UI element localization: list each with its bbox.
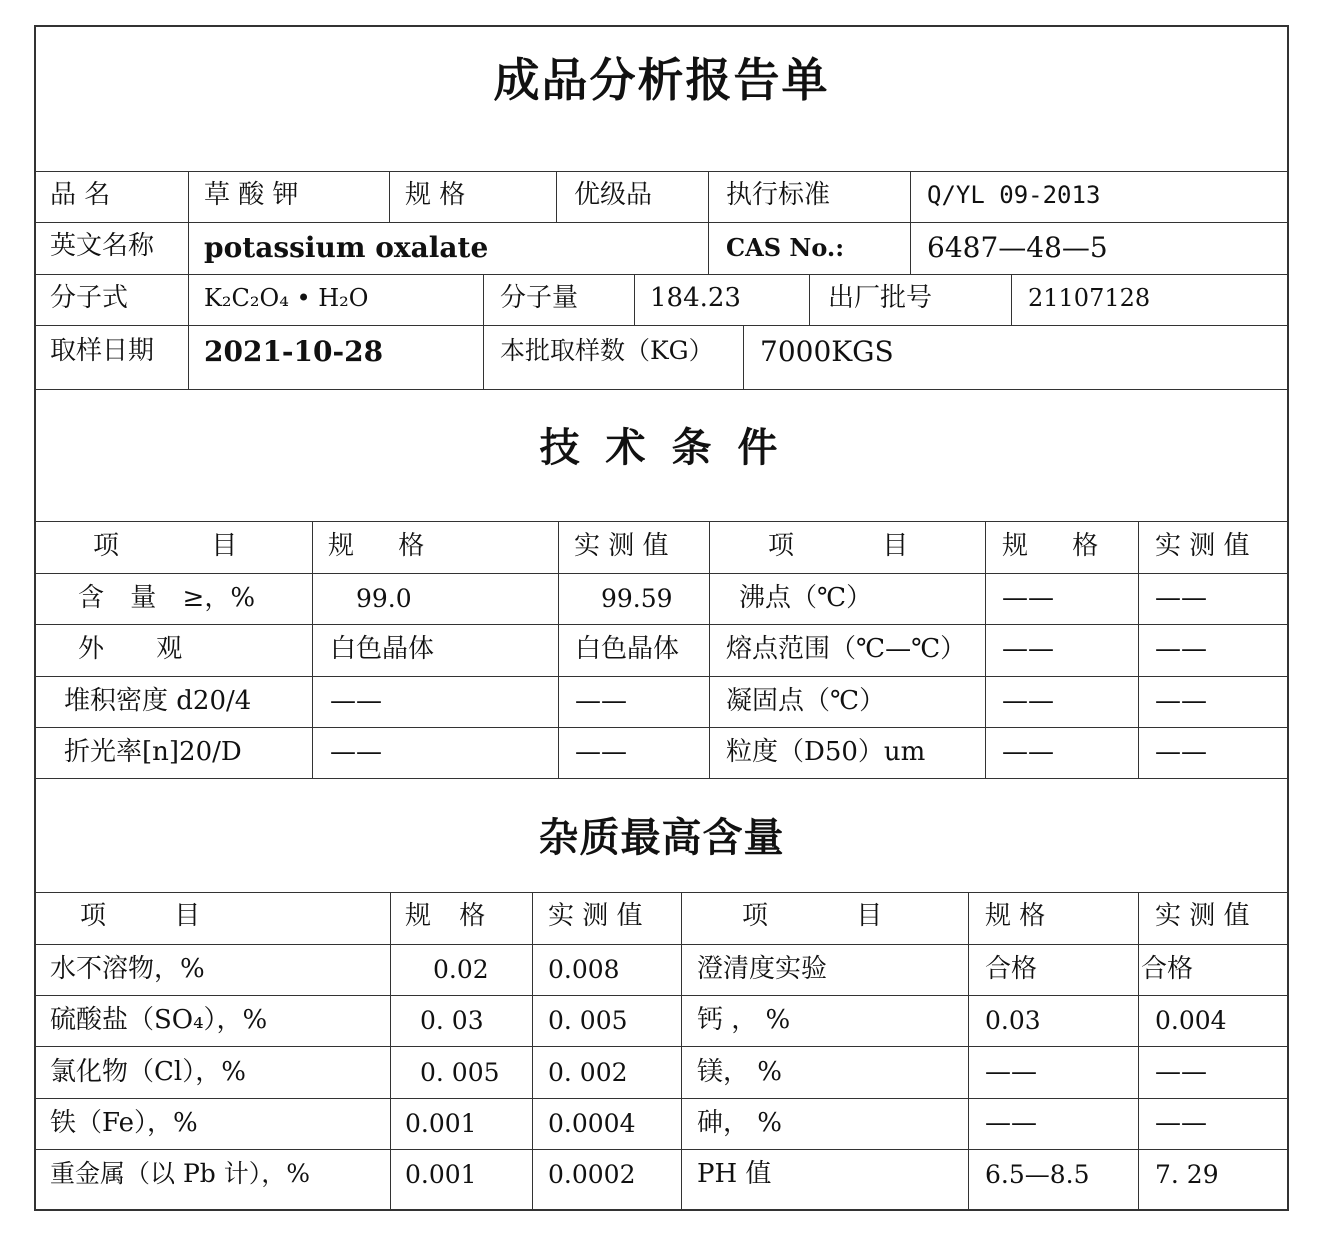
- impurity-spec: 0.001: [405, 1160, 477, 1189]
- divider: [34, 325, 1289, 326]
- divider: [681, 892, 682, 1210]
- divider: [483, 274, 484, 389]
- divider: [34, 1149, 1289, 1150]
- impurity-item: 镁， %: [697, 1057, 782, 1087]
- tech-item: 折光率[n]20/D: [64, 737, 242, 767]
- divider: [34, 676, 1289, 677]
- tech-spec: ——: [1002, 686, 1054, 716]
- tech-item: 外 观: [78, 634, 183, 664]
- tech-item: 堆积密度 d20/4: [64, 686, 252, 716]
- divider: [34, 778, 1289, 779]
- spec-label: 规 格: [405, 180, 466, 210]
- tech-spec: 白色晶体: [330, 634, 435, 664]
- tech-spec: ——: [330, 737, 382, 767]
- standard-label: 执行标准: [726, 180, 831, 210]
- impurity-header: 规 格: [405, 901, 486, 931]
- tech-header: 实 测 值: [574, 531, 669, 561]
- tech-spec: ——: [1002, 737, 1054, 767]
- divider: [558, 521, 559, 778]
- impurity-spec: 0.03: [985, 1006, 1041, 1035]
- impurity-measured: 合格: [1141, 954, 1194, 984]
- impurity-spec: 合格: [985, 954, 1038, 984]
- spec-value: 优级品: [574, 180, 653, 210]
- divider: [634, 274, 635, 325]
- tech-header: 项 目: [768, 531, 909, 561]
- impurity-item: 砷， %: [697, 1108, 782, 1138]
- divider: [910, 171, 911, 274]
- impurity-header: 项 目: [742, 901, 883, 931]
- divider: [34, 892, 1289, 893]
- molecular-weight-label: 分子量: [500, 283, 579, 313]
- sample-date-value: 2021-10-28: [204, 335, 384, 368]
- impurity-measured: ——: [1155, 1108, 1207, 1138]
- divider: [1011, 274, 1012, 325]
- sample-date-label: 取样日期: [50, 336, 155, 366]
- impurity-heading: 杂质最高含量: [538, 815, 785, 861]
- cas-value: 6487—48—5: [927, 231, 1108, 264]
- tech-measured: ——: [1155, 737, 1207, 767]
- divider: [985, 521, 986, 778]
- impurity-measured: ——: [1155, 1057, 1207, 1087]
- impurity-measured: 0.008: [548, 955, 620, 984]
- cas-label: CAS No.:: [726, 233, 845, 262]
- molecular-weight-value: 184.23: [650, 283, 741, 313]
- sample-qty-label: 本批取样数（KG）: [500, 336, 714, 365]
- impurity-item: 水不溶物，%: [50, 954, 205, 984]
- impurity-header: 规 格: [985, 901, 1046, 931]
- divider: [390, 892, 391, 1210]
- tech-header: 规 格: [328, 531, 425, 561]
- impurity-header: 项 目: [80, 901, 201, 931]
- impurity-measured: 0. 002: [548, 1058, 628, 1087]
- english-name-value: potassium oxalate: [204, 231, 489, 264]
- product-name-value: 草 酸 钾: [204, 180, 299, 210]
- standard-value: Q/YL 09-2013: [927, 181, 1101, 209]
- divider: [1138, 521, 1139, 778]
- divider: [556, 171, 557, 222]
- impurity-item: PH 值: [697, 1159, 772, 1189]
- divider: [532, 892, 533, 1210]
- divider: [34, 389, 1289, 390]
- impurity-spec: 0. 005: [420, 1058, 500, 1087]
- divider: [809, 274, 810, 325]
- impurity-measured: 0.0002: [548, 1160, 636, 1189]
- tech-spec: ——: [1002, 634, 1054, 664]
- divider: [34, 521, 1289, 522]
- tech-item: 凝固点（℃）: [726, 686, 886, 716]
- report-title: 成品分析报告单: [493, 53, 830, 107]
- impurity-spec: ——: [985, 1108, 1037, 1138]
- impurity-spec: 0.02: [433, 955, 489, 984]
- impurity-spec: ——: [985, 1057, 1037, 1087]
- divider: [188, 171, 189, 389]
- tech-header: 项 目: [93, 531, 240, 561]
- divider: [34, 727, 1289, 728]
- english-name-label: 英文名称: [50, 231, 155, 261]
- divider: [34, 274, 1289, 275]
- tech-item: 粒度（D50）um: [726, 737, 926, 767]
- divider: [34, 1098, 1289, 1099]
- divider: [968, 892, 969, 1210]
- impurity-header: 实 测 值: [548, 901, 643, 931]
- divider: [34, 944, 1289, 945]
- sample-qty-value: 7000KGS: [760, 335, 894, 368]
- tech-measured: ——: [1155, 583, 1207, 613]
- tech-heading: 技 术 条 件: [539, 425, 784, 471]
- divider: [312, 521, 313, 778]
- divider: [743, 325, 744, 389]
- impurity-measured: 0. 005: [548, 1006, 628, 1035]
- impurity-item: 铁（Fe），%: [50, 1108, 198, 1138]
- tech-header: 实 测 值: [1155, 531, 1250, 561]
- impurity-spec: 0.001: [405, 1109, 477, 1138]
- tech-item: 沸点（℃）: [739, 583, 873, 613]
- tech-spec: ——: [330, 686, 382, 716]
- impurity-spec: 6.5—8.5: [985, 1160, 1090, 1189]
- impurity-header: 实 测 值: [1155, 901, 1250, 931]
- formula-label: 分子式: [50, 283, 129, 313]
- tech-item: 熔点范围（℃—℃）: [726, 634, 967, 664]
- divider: [34, 573, 1289, 574]
- impurity-item: 氯化物（Cl），%: [50, 1057, 246, 1087]
- tech-measured: ——: [575, 686, 627, 716]
- divider: [709, 521, 710, 778]
- tech-measured: 白色晶体: [575, 634, 680, 664]
- divider: [34, 1046, 1289, 1047]
- tech-header: 规 格: [1002, 531, 1099, 561]
- divider: [1138, 892, 1139, 1210]
- impurity-item: 钙 ， %: [697, 1005, 791, 1035]
- tech-item: 含 量 ≥，%: [78, 583, 256, 613]
- impurity-item: 澄清度实验: [697, 954, 828, 984]
- tech-spec: 99.0: [356, 584, 412, 613]
- divider: [34, 222, 1289, 223]
- batch-label: 出厂批号: [828, 283, 933, 313]
- impurity-measured: 7. 29: [1155, 1160, 1219, 1189]
- impurity-item: 硫酸盐（SO₄），%: [50, 1005, 268, 1035]
- impurity-measured: 0.0004: [548, 1109, 636, 1138]
- divider: [34, 624, 1289, 625]
- product-name-label: 品 名: [50, 180, 111, 210]
- tech-measured: 99.59: [601, 584, 673, 613]
- divider: [34, 995, 1289, 996]
- divider: [389, 171, 390, 222]
- impurity-measured: 0.004: [1155, 1006, 1227, 1035]
- divider: [34, 171, 1289, 172]
- batch-value: 21107128: [1028, 284, 1151, 312]
- divider: [708, 171, 709, 274]
- tech-measured: ——: [1155, 686, 1207, 716]
- tech-measured: ——: [1155, 634, 1207, 664]
- formula-value: K₂C₂O₄ • H₂O: [204, 284, 369, 312]
- impurity-spec: 0. 03: [420, 1006, 484, 1035]
- tech-spec: ——: [1002, 583, 1054, 613]
- tech-measured: ——: [575, 737, 627, 767]
- impurity-item: 重金属（以 Pb 计），%: [50, 1159, 310, 1188]
